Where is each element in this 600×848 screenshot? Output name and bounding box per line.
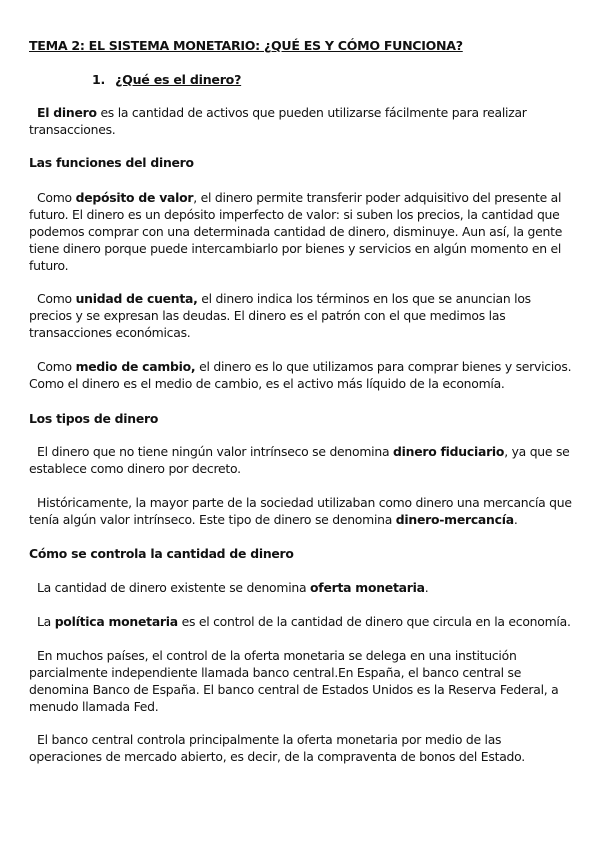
term-dinero-fiduciario: dinero fiduciario	[393, 444, 505, 459]
paragraph-dinero-mercancia	[29, 494, 577, 528]
paragraph-text: el dinero indica los términos en los que se anuncian los precios y se expresan las deudas. El dinero es el patrón con el que medimos las transacciones económicas.	[29, 291, 531, 340]
paragraph-text: .	[424, 580, 429, 595]
document-title: TEMA 2: EL SISTEMA MONETARIO: ¿QUÉ ES Y CÓMO FUNCIONA?	[29, 38, 463, 53]
paragraph-text: .	[513, 512, 518, 527]
paragraph-text: Como	[37, 359, 76, 374]
section-number: 1.	[92, 72, 106, 87]
term-politica-monetaria: política monetaria	[54, 614, 178, 629]
term-deposito-valor: depósito de valor	[75, 190, 194, 205]
paragraph-definicion	[29, 104, 577, 138]
paragraph-politica-monetaria	[29, 613, 577, 630]
paragraph-text: Como	[37, 190, 76, 205]
paragraph-text: La	[37, 614, 55, 629]
term-medio-cambio: medio de cambio,	[75, 359, 196, 374]
term-el-dinero: El dinero	[37, 105, 97, 120]
paragraph-text: es el control de la cantidad de dinero que circula en la economía.	[177, 614, 571, 629]
paragraph-unidad-cuenta	[29, 290, 577, 341]
paragraph-text: Como	[37, 291, 76, 306]
paragraph-text: el dinero es lo que utilizamos para comprar bienes y servicios. Como el dinero es el medio de cambio, es el activo más líquido de la economía.	[29, 359, 572, 391]
paragraph-medio-cambio	[29, 358, 577, 392]
paragraph-text: , ya que se establece como dinero por decreto.	[29, 444, 570, 476]
paragraph-dinero-fiduciario	[29, 443, 577, 477]
paragraph-text: Históricamente, la mayor parte de la sociedad utilizaban como dinero una mercancía que tenía algún valor intrínseco. Este tipo de dinero se denomina	[29, 495, 572, 527]
term-oferta-monetaria: oferta monetaria	[310, 580, 425, 595]
paragraph-banco-central: En muchos países, el control de la oferta monetaria se delega en una institución parcialmente independiente llamada banco central.En España, el banco central se denomina Banco de España. El banco central de Estados Unidos es la Reserva Federal, a menudo llamada Fed.	[29, 648, 559, 714]
heading-tipos: Los tipos de dinero	[29, 411, 159, 426]
heading-funciones: Las funciones del dinero	[29, 155, 194, 170]
paragraph-oferta-monetaria	[29, 579, 577, 596]
paragraph-text: es la cantidad de activos que pueden utilizarse fácilmente para realizar transacciones.	[29, 105, 527, 137]
section-heading-que-es-dinero	[92, 71, 241, 88]
paragraph-operaciones: El banco central controla principalmente la oferta monetaria por medio de las operaciones de mercado abierto, es decir, de la compraventa de bonos del Estado.	[29, 732, 525, 764]
paragraph-text: , el dinero permite transferir poder adquisitivo del presente al futuro. El dinero es un depósito imperfecto de valor: si suben los precios, la cantidad que podemos comprar con una determinada cantidad de dinero, disminuye. Aun así, la gente tiene dinero porque puede intercambiarlo por bienes y servicios en algún momento en el futuro.	[29, 190, 563, 273]
section-label: ¿Qué es el dinero?	[115, 72, 242, 87]
term-dinero-mercancia: dinero-mercancía	[395, 512, 514, 527]
paragraph-deposito-valor	[29, 189, 577, 274]
paragraph-text: El dinero que no tiene ningún valor intrínseco se denomina	[37, 444, 394, 459]
paragraph-text: La cantidad de dinero existente se denomina	[37, 580, 311, 595]
term-unidad-cuenta: unidad de cuenta,	[75, 291, 198, 306]
heading-control: Cómo se controla la cantidad de dinero	[29, 546, 294, 561]
